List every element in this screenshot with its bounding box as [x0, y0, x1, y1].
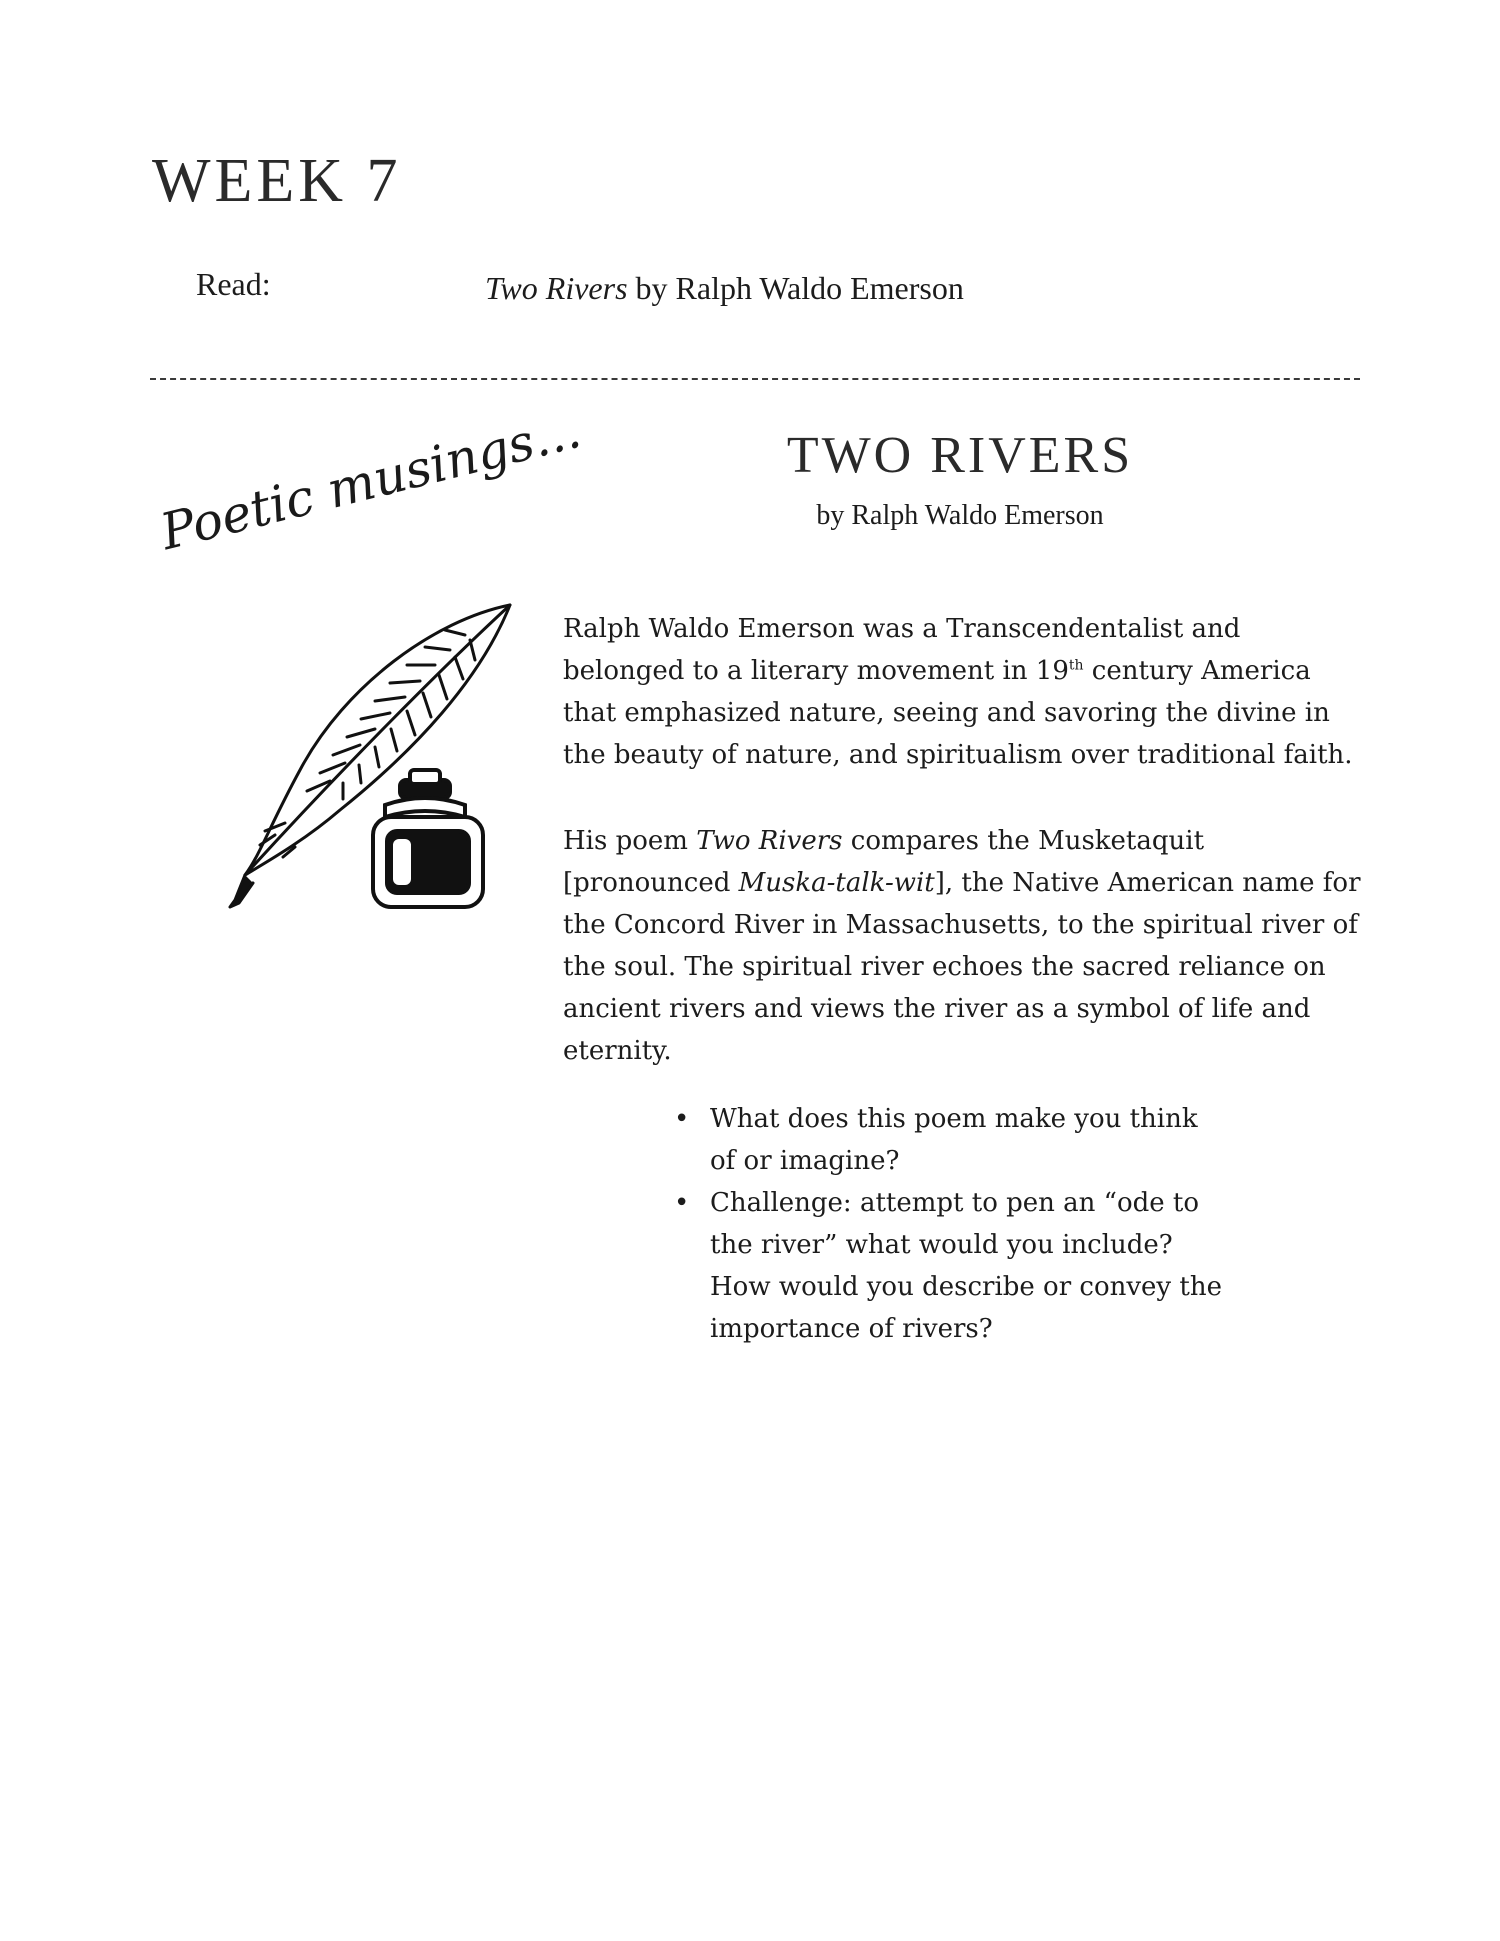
pronunciation: Muska-talk-wit [738, 868, 935, 898]
ordinal-suffix: th [1068, 657, 1084, 674]
bullet-icon: • [674, 1104, 690, 1134]
intro-p2-text-c: ], the Native American name for the Concord River in Massachusetts, to the spiritual river of the soul. The spiritual river echoes the sacred reliance on ancient rivers and views the river as a symbol of life and eternity. [563, 868, 1361, 1066]
dashed-divider [150, 378, 1360, 380]
reading-assignment [485, 270, 964, 307]
bullet-icon: • [674, 1188, 690, 1218]
poetic-musings-heading: Poetic musings... [155, 400, 587, 562]
intro-p2-text-b: compares the Musketaquit [pronounced [563, 826, 1205, 898]
intro-paragraph-1 [563, 608, 1363, 776]
reading-author: by Ralph Waldo Emerson [627, 270, 964, 306]
poem-author: by Ralph Waldo Emerson [816, 500, 1104, 531]
intro-p1-text-cont: century America that emphasized nature, seeing and savoring the divine in the beauty of nature, and spiritualism over traditional faith. [563, 656, 1353, 770]
intro-p1-text: Ralph Waldo Emerson was a Transcendentalist and belonged to a literary movement in 19 [563, 614, 1241, 686]
list-item [674, 1182, 1300, 1350]
question-text: What does this poem make you think of or imagine? [710, 1104, 1198, 1176]
reading-title: Two Rivers [485, 270, 628, 306]
poem-title-inline: Two Rivers [696, 826, 843, 856]
quill-and-inkwell-icon [225, 595, 525, 915]
discussion-questions [672, 1098, 1300, 1350]
week-title: WEEK 7 [152, 147, 402, 215]
read-label: Read: [196, 266, 271, 302]
question-text: Challenge: attempt to pen an “ode to the river” what would you include? How would you describe or convey the importance of rivers? [710, 1188, 1222, 1344]
list-item [674, 1098, 1300, 1182]
poem-title: TWO RIVERS [786, 427, 1134, 484]
intro-p2-text-a: His poem [563, 826, 697, 856]
intro-paragraph-2 [563, 820, 1363, 1072]
